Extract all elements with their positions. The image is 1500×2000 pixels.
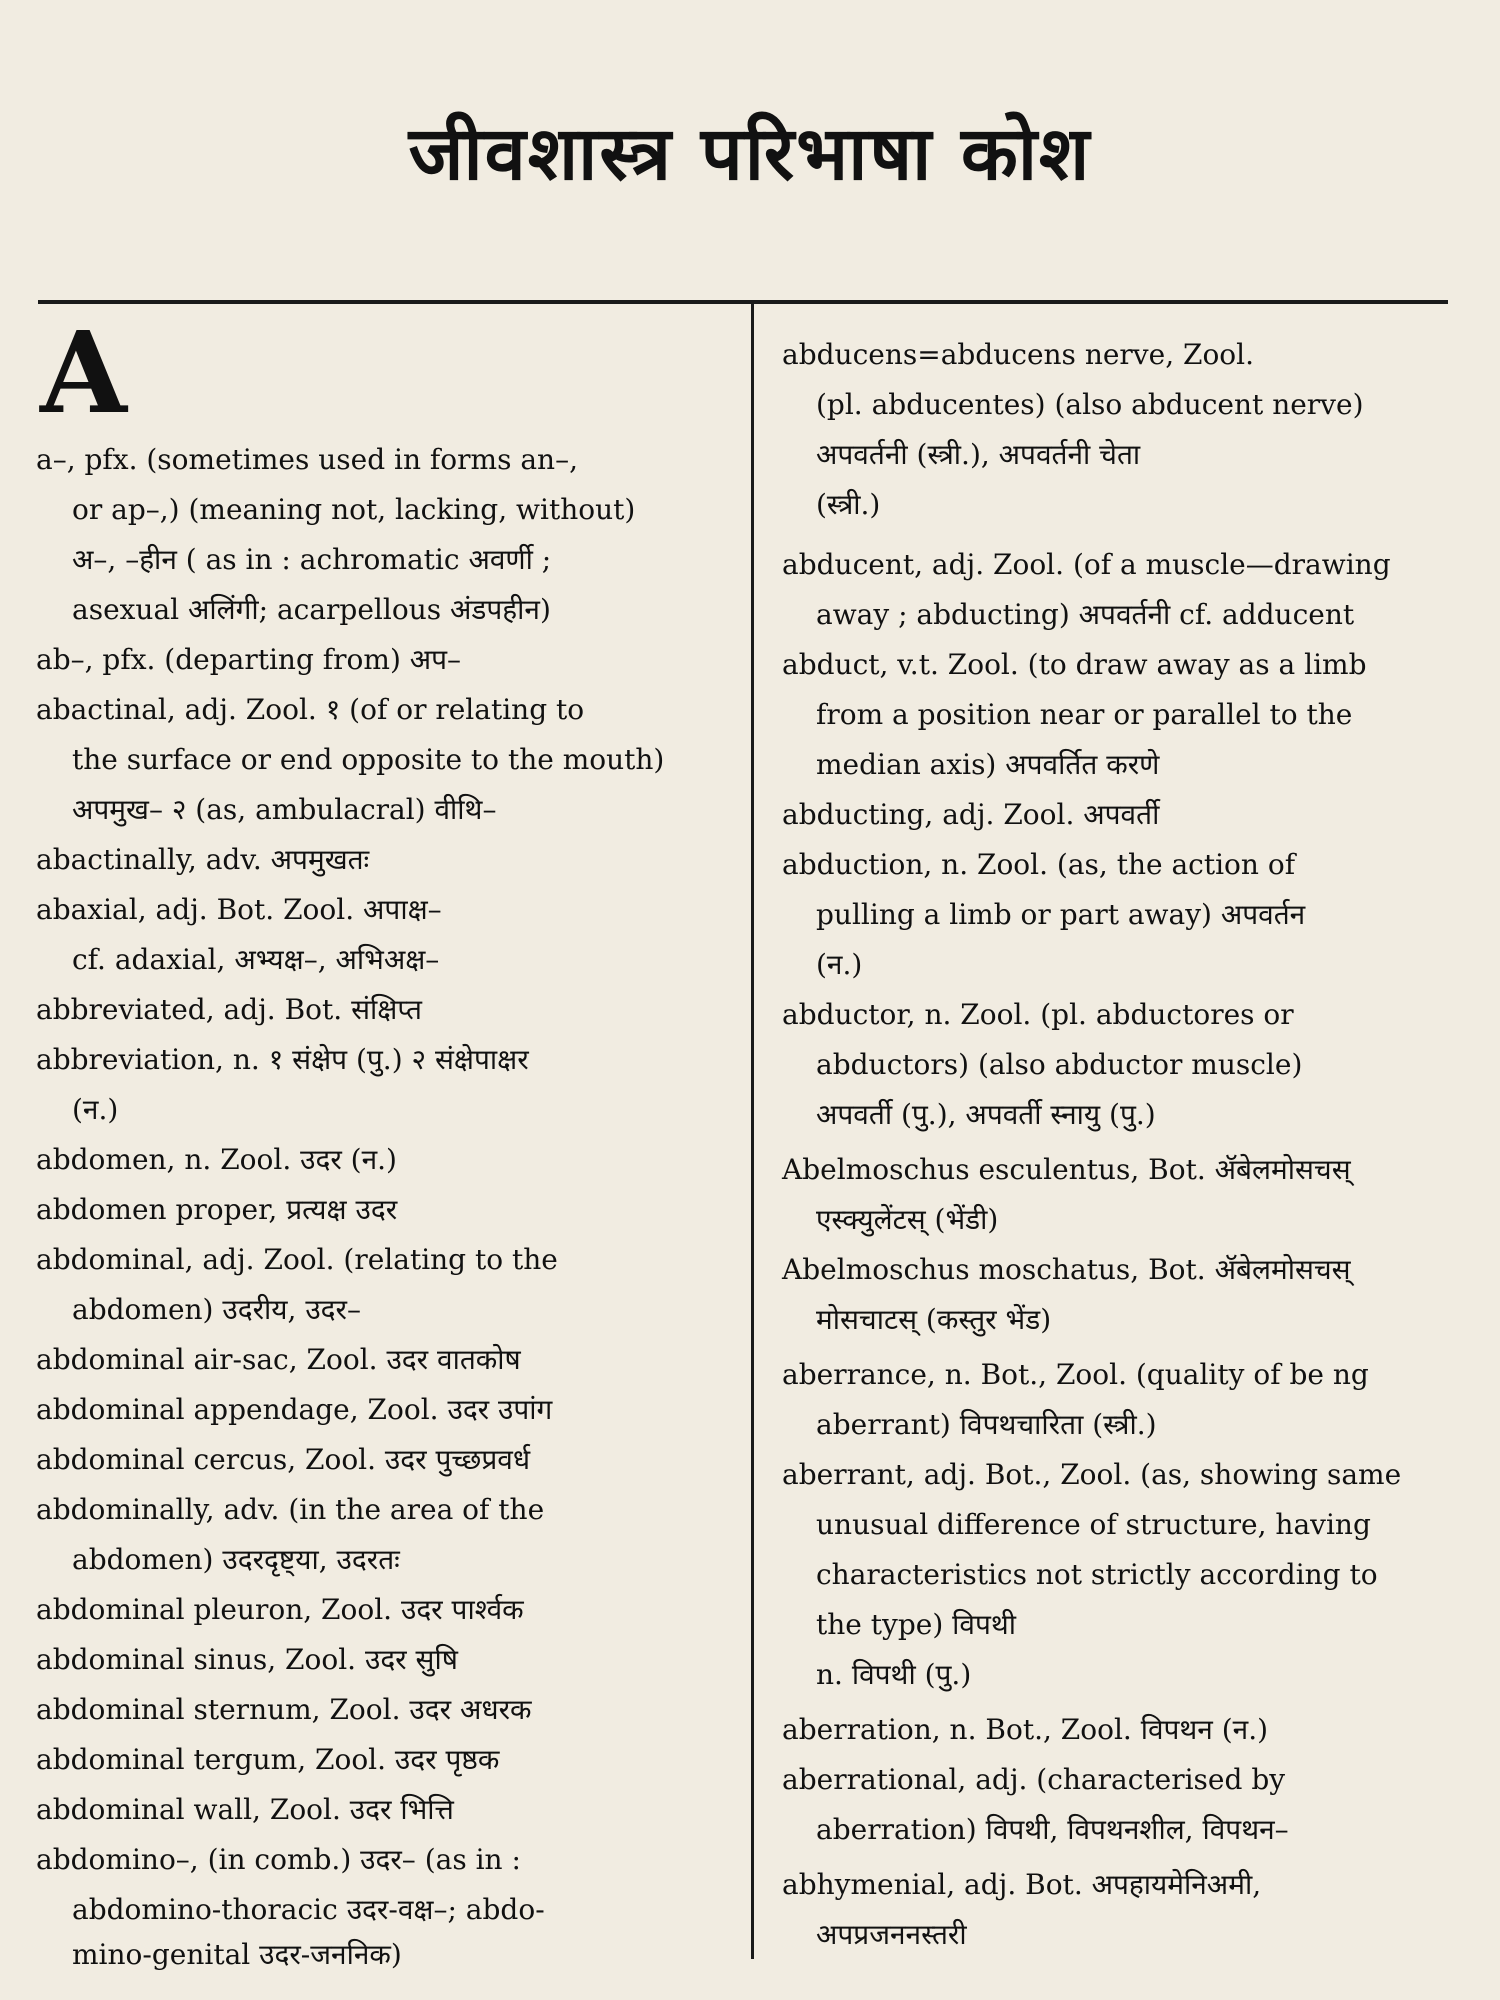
left-entry-line: abdominal cercus, Zool. उदर पुच्छप्रवर्ध [36, 1443, 531, 1476]
right-entry-line: aberrational, adj. (characterised by [782, 1763, 1286, 1796]
right-entry-line: the type) विपथी [816, 1608, 1017, 1641]
left-entry-line: abaxial, adj. Bot. Zool. अपाक्ष– [36, 893, 442, 926]
left-entry-line: abdominal, adj. Zool. (relating to the [36, 1243, 558, 1276]
left-entry-line: asexual अलिंगी; acarpellous अंडपहीन) [72, 593, 551, 626]
left-entry-line: abdominal air-sac, Zool. उदर वातकोष [36, 1343, 521, 1376]
right-entry-line: एस्क्युलेंटस् (भेंडी) [816, 1203, 999, 1236]
right-entry-line: aberrant, adj. Bot., Zool. (as, showing same [782, 1458, 1402, 1491]
right-entry-line: abductors) (also abductor muscle) [816, 1048, 1303, 1081]
right-entry-line: Abelmoschus esculentus, Bot. ॲबेलमोसचस् [782, 1153, 1351, 1186]
left-entry-line: abdomen) उदरदृष्ट्या, उदरतः [72, 1543, 400, 1576]
right-entry-line: अपप्रजननस्तरी [816, 1918, 967, 1951]
right-entry-line: (न.) [816, 948, 863, 981]
left-entry-line: a–, pfx. (sometimes used in forms an–, [36, 443, 578, 476]
right-entry-line: abduction, n. Zool. (as, the action of [782, 848, 1296, 881]
left-entry-line: abdomen) उदरीय, उदर– [72, 1293, 361, 1326]
right-entry-line: median axis) अपवर्तित करणे [816, 748, 1160, 781]
left-entry-line: abdominal pleuron, Zool. उदर पार्श्वक [36, 1593, 524, 1626]
left-entry-line: abdomino–, (in comb.) उदर– (as in : [36, 1843, 521, 1876]
left-entry-line: abbreviated, adj. Bot. संक्षिप्त [36, 993, 422, 1026]
right-entry-line: unusual difference of structure, having [816, 1508, 1371, 1541]
right-entry-line: from a position near or parallel to the [816, 698, 1353, 731]
left-entry-line: (न.) [72, 1093, 119, 1126]
header-rule [38, 300, 1448, 304]
left-entry-line: abdominal wall, Zool. उदर भित्ति [36, 1793, 454, 1826]
right-entry-line: अपवर्तनी (स्त्री.), अपवर्तनी चेता [816, 438, 1141, 471]
right-entry-line: Abelmoschus moschatus, Bot. ॲबेलमोसचस् [782, 1253, 1351, 1286]
right-entry-line: aberrant) विपथचारिता (स्त्री.) [816, 1408, 1157, 1441]
right-entry-line: abducent, adj. Zool. (of a muscle—drawing [782, 548, 1391, 581]
left-entry-line: abbreviation, n. १ संक्षेप (पु.) २ संक्षेपाक्षर [36, 1043, 529, 1076]
right-entry-line: abducens=abducens nerve, Zool. [782, 338, 1255, 371]
left-entry-line: abdominal appendage, Zool. उदर उपांग [36, 1393, 553, 1426]
right-entry-line: (pl. abducentes) (also abducent nerve) [816, 388, 1364, 421]
right-entry-line: (स्त्री.) [816, 488, 881, 521]
left-entry-line: ab–, pfx. (departing from) अप– [36, 643, 462, 676]
right-entry-line: pulling a limb or part away) अपवर्तन [816, 898, 1306, 931]
left-entry-line: अ–, –हीन ( as in : achromatic अवर्णी ; [72, 543, 552, 576]
left-entry-line: abactinal, adj. Zool. १ (of or relating to [36, 693, 585, 726]
left-entry-line: abdominal sinus, Zool. उदर सुषि [36, 1643, 458, 1676]
left-entry-line: cf. adaxial, अभ्यक्ष–, अभिअक्ष– [72, 943, 440, 976]
left-entry-line: abdominal tergum, Zool. उदर पृष्ठक [36, 1743, 500, 1776]
left-entry-line: the surface or end opposite to the mouth) [72, 743, 665, 776]
right-entry-line: abductor, n. Zool. (pl. abductores or [782, 998, 1294, 1031]
right-entry-line: characteristics not strictly according to [816, 1558, 1378, 1591]
left-entry-line: abdomino-thoracic उदर-वक्ष–; abdo- [72, 1893, 545, 1926]
right-entry-line: abducting, adj. Zool. अपवर्ती [782, 798, 1160, 831]
right-entry-line: aberration, n. Bot., Zool. विपथन (न.) [782, 1713, 1269, 1746]
right-entry-line: abduct, v.t. Zool. (to draw away as a limb [782, 648, 1367, 681]
left-entry-line: abdomen proper, प्रत्यक्ष उदर [36, 1193, 398, 1226]
left-entry-line: abdomen, n. Zool. उदर (न.) [36, 1143, 397, 1176]
left-entry-line: abdominally, adv. (in the area of the [36, 1493, 545, 1526]
right-entry-line: n. विपथी (पु.) [816, 1658, 972, 1691]
right-entry-line: अपवर्ती (पु.), अपवर्ती स्नायु (पु.) [816, 1098, 1156, 1131]
left-entry-line: mino-genital उदर-जननिक) [72, 1938, 402, 1971]
left-entry-line: अपमुख– २ (as, ambulacral) वीथि– [72, 793, 497, 826]
left-entry-line: abdominal sternum, Zool. उदर अधरक [36, 1693, 532, 1726]
right-entry-line: aberration) विपथी, विपथनशील, विपथन– [816, 1813, 1289, 1846]
right-entry-line: aberrance, n. Bot., Zool. (quality of be ng [782, 1358, 1369, 1391]
left-entry-line: abactinally, adv. अपमुखतः [36, 843, 370, 876]
right-entry-line: abhymenial, adj. Bot. अपहायमेनिअमी, [782, 1868, 1262, 1901]
right-entry-line: away ; abducting) अपवर्तनी cf. adducent [816, 598, 1355, 631]
section-initial-letter: A [40, 308, 127, 439]
page-title: जीवशास्त्र परिभाषा कोश [408, 111, 1092, 197]
column-divider [751, 304, 754, 1959]
right-entry-line: मोसचाटस् (कस्तुर भेंड) [816, 1303, 1052, 1336]
left-entry-line: or ap–,) (meaning not, lacking, without) [72, 493, 636, 526]
